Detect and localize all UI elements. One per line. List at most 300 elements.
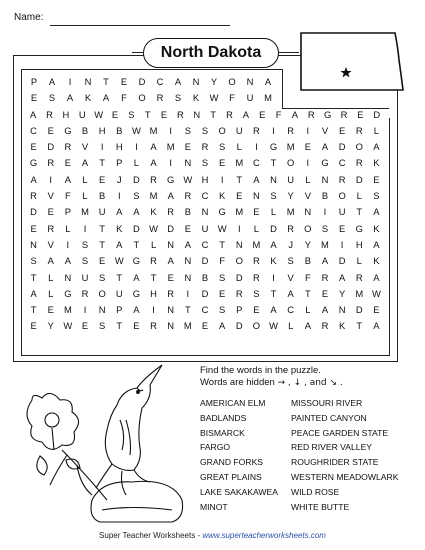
- grid-letter[interactable]: V: [321, 124, 329, 136]
- grid-letter[interactable]: A: [81, 157, 89, 169]
- grid-letter[interactable]: G: [167, 173, 175, 185]
- grid-letter[interactable]: O: [235, 255, 243, 267]
- grid-letter[interactable]: M: [81, 206, 89, 218]
- grid-letter[interactable]: K: [373, 157, 380, 169]
- grid-letter[interactable]: L: [65, 222, 71, 234]
- grid-letter[interactable]: A: [102, 92, 110, 104]
- grid-letter[interactable]: E: [47, 304, 54, 316]
- grid-letter[interactable]: I: [255, 141, 258, 153]
- grid-letter[interactable]: R: [150, 255, 157, 267]
- grid-letter[interactable]: A: [373, 238, 380, 250]
- grid-letter[interactable]: R: [167, 206, 175, 218]
- grid-letter[interactable]: T: [116, 271, 123, 283]
- grid-letter[interactable]: E: [338, 124, 346, 136]
- grid-letter[interactable]: S: [218, 141, 226, 153]
- grid-letter[interactable]: R: [226, 108, 233, 120]
- grid-letter[interactable]: G: [269, 141, 278, 153]
- grid-letter[interactable]: S: [201, 124, 209, 136]
- grid-letter[interactable]: I: [83, 304, 87, 316]
- grid-letter[interactable]: V: [304, 190, 311, 202]
- grid-letter[interactable]: B: [81, 124, 89, 136]
- grid-letter[interactable]: D: [355, 304, 363, 316]
- grid-letter[interactable]: D: [235, 271, 243, 283]
- grid-letter[interactable]: M: [183, 320, 192, 332]
- grid-letter[interactable]: N: [246, 76, 254, 87]
- grid-letter[interactable]: A: [30, 287, 37, 299]
- grid-letter[interactable]: P: [64, 206, 71, 218]
- grid-letter[interactable]: Y: [210, 76, 218, 87]
- grid-letter[interactable]: C: [201, 190, 209, 202]
- grid-letter[interactable]: R: [64, 141, 72, 153]
- grid-letter[interactable]: R: [156, 92, 164, 104]
- grid-letter[interactable]: D: [355, 173, 363, 185]
- grid-letter[interactable]: T: [30, 271, 37, 283]
- grid-letter[interactable]: D: [270, 222, 277, 234]
- grid-letter[interactable]: S: [81, 238, 89, 250]
- grid-letter[interactable]: V: [81, 141, 89, 153]
- grid-letter[interactable]: A: [373, 141, 380, 153]
- grid-letter[interactable]: G: [321, 157, 329, 169]
- grid-letter[interactable]: I: [117, 190, 121, 202]
- grid-letter[interactable]: A: [64, 255, 71, 267]
- grid-letter[interactable]: S: [48, 92, 56, 104]
- grid-letter[interactable]: P: [116, 157, 123, 169]
- grid-letter[interactable]: A: [287, 287, 294, 299]
- grid-letter[interactable]: T: [30, 304, 37, 316]
- grid-letter[interactable]: I: [66, 238, 70, 250]
- grid-letter[interactable]: M: [149, 124, 158, 136]
- grid-letter[interactable]: J: [116, 173, 122, 185]
- grid-letter[interactable]: E: [201, 320, 209, 332]
- grid-letter[interactable]: W: [371, 287, 381, 299]
- grid-letter[interactable]: W: [94, 108, 104, 120]
- grid-letter[interactable]: C: [201, 238, 209, 250]
- grid-letter[interactable]: E: [133, 320, 140, 332]
- grid-letter[interactable]: A: [304, 320, 311, 332]
- grid-letter[interactable]: T: [150, 271, 157, 283]
- grid-letter[interactable]: K: [192, 92, 200, 104]
- grid-letter[interactable]: L: [82, 190, 88, 202]
- grid-letter[interactable]: N: [30, 238, 37, 250]
- grid-letter[interactable]: U: [235, 124, 243, 136]
- grid-letter[interactable]: L: [305, 304, 311, 316]
- footer-url[interactable]: www.superteacherworksheets.com: [202, 531, 326, 540]
- grid-letter[interactable]: N: [321, 173, 329, 185]
- grid-letter[interactable]: I: [323, 206, 327, 218]
- grid-letter[interactable]: Y: [287, 190, 294, 202]
- grid-letter[interactable]: A: [167, 255, 174, 267]
- grid-letter[interactable]: O: [287, 157, 295, 169]
- grid-letter[interactable]: M: [264, 92, 272, 104]
- grid-letter[interactable]: A: [373, 320, 380, 332]
- grid-letter[interactable]: U: [78, 108, 86, 120]
- grid-letter[interactable]: M: [235, 206, 244, 218]
- grid-letter[interactable]: T: [133, 238, 140, 250]
- grid-letter[interactable]: S: [253, 287, 260, 299]
- grid-letter[interactable]: D: [133, 173, 140, 185]
- grid-letter[interactable]: S: [184, 124, 191, 136]
- grid-letter[interactable]: R: [355, 157, 363, 169]
- grid-letter[interactable]: O: [228, 76, 236, 87]
- grid-letter[interactable]: T: [356, 320, 363, 332]
- grid-letter[interactable]: Y: [47, 320, 54, 332]
- grid-letter[interactable]: E: [167, 271, 174, 283]
- grid-letter[interactable]: L: [133, 157, 140, 169]
- grid-letter[interactable]: M: [286, 141, 295, 153]
- grid-letter[interactable]: F: [64, 190, 71, 202]
- grid-letter[interactable]: N: [235, 238, 243, 250]
- grid-letter[interactable]: E: [30, 141, 37, 153]
- grid-letter[interactable]: T: [184, 304, 191, 316]
- grid-letter[interactable]: E: [111, 108, 119, 120]
- grid-letter[interactable]: K: [150, 206, 157, 218]
- grid-letter[interactable]: S: [201, 157, 209, 169]
- grid-letter[interactable]: M: [252, 238, 261, 250]
- grid-letter[interactable]: H: [115, 141, 123, 153]
- grid-letter[interactable]: I: [272, 124, 275, 136]
- grid-letter[interactable]: R: [321, 271, 329, 283]
- grid-letter[interactable]: S: [174, 92, 182, 104]
- grid-letter[interactable]: R: [46, 108, 53, 120]
- grid-letter[interactable]: R: [307, 108, 315, 120]
- grid-letter[interactable]: L: [48, 287, 54, 299]
- grid-letter[interactable]: R: [253, 271, 260, 283]
- grid-letter[interactable]: B: [321, 190, 329, 202]
- grid-letter[interactable]: E: [218, 157, 226, 169]
- grid-letter[interactable]: O: [98, 287, 106, 299]
- grid-letter[interactable]: N: [201, 206, 209, 218]
- grid-letter[interactable]: V: [47, 238, 54, 250]
- grid-letter[interactable]: A: [116, 206, 123, 218]
- grid-letter[interactable]: T: [103, 76, 109, 87]
- grid-letter[interactable]: D: [133, 222, 140, 234]
- grid-letter[interactable]: O: [304, 222, 312, 234]
- grid-letter[interactable]: E: [30, 320, 37, 332]
- grid-letter[interactable]: F: [229, 92, 235, 104]
- grid-letter[interactable]: A: [184, 238, 191, 250]
- grid-letter[interactable]: C: [156, 76, 164, 87]
- grid-letter[interactable]: C: [201, 304, 209, 316]
- grid-letter[interactable]: M: [235, 157, 244, 169]
- grid-letter[interactable]: T: [99, 222, 105, 234]
- grid-letter[interactable]: S: [133, 190, 140, 202]
- grid-letter[interactable]: W: [149, 222, 158, 234]
- grid-letter[interactable]: G: [64, 287, 72, 299]
- grid-letter[interactable]: W: [217, 222, 227, 234]
- grid-letter[interactable]: D: [338, 141, 346, 153]
- grid-letter[interactable]: S: [373, 190, 380, 202]
- grid-letter[interactable]: A: [167, 190, 174, 202]
- grid-letter[interactable]: W: [63, 320, 73, 332]
- grid-letter[interactable]: D: [201, 255, 209, 267]
- grid-letter[interactable]: A: [338, 271, 346, 283]
- grid-letter[interactable]: A: [270, 238, 277, 250]
- grid-letter[interactable]: E: [321, 287, 329, 299]
- grid-letter[interactable]: E: [47, 124, 54, 136]
- grid-letter[interactable]: U: [98, 206, 106, 218]
- grid-letter[interactable]: L: [270, 206, 277, 218]
- grid-letter[interactable]: G: [64, 124, 72, 136]
- grid-letter[interactable]: T: [144, 108, 151, 120]
- grid-letter[interactable]: H: [98, 124, 106, 136]
- grid-letter[interactable]: A: [30, 108, 37, 120]
- grid-letter[interactable]: U: [201, 222, 209, 234]
- grid-letter[interactable]: N: [184, 271, 192, 283]
- grid-letter[interactable]: S: [270, 190, 277, 202]
- grid-letter[interactable]: S: [321, 222, 329, 234]
- grid-letter[interactable]: K: [373, 222, 380, 234]
- grid-letter[interactable]: R: [340, 108, 348, 120]
- grid-letter[interactable]: F: [275, 108, 282, 120]
- grid-letter[interactable]: L: [48, 271, 54, 283]
- grid-letter[interactable]: D: [47, 141, 55, 153]
- grid-letter[interactable]: R: [47, 157, 55, 169]
- grid-letter[interactable]: A: [47, 255, 54, 267]
- grid-letter[interactable]: R: [30, 190, 37, 202]
- grid-letter[interactable]: R: [177, 108, 184, 120]
- grid-letter[interactable]: N: [64, 271, 72, 283]
- grid-letter[interactable]: S: [81, 255, 89, 267]
- grid-letter[interactable]: T: [304, 287, 311, 299]
- grid-letter[interactable]: F: [304, 271, 311, 283]
- grid-letter[interactable]: B: [201, 271, 209, 283]
- grid-letter[interactable]: A: [30, 173, 37, 185]
- grid-letter[interactable]: S: [30, 255, 37, 267]
- grid-letter[interactable]: E: [30, 92, 38, 104]
- grid-letter[interactable]: U: [246, 92, 254, 104]
- grid-letter[interactable]: G: [355, 222, 363, 234]
- grid-letter[interactable]: A: [264, 76, 272, 87]
- grid-letter[interactable]: N: [184, 255, 192, 267]
- grid-letter[interactable]: G: [132, 287, 141, 299]
- grid-letter[interactable]: E: [99, 255, 106, 267]
- grid-letter[interactable]: O: [338, 190, 346, 202]
- grid-letter[interactable]: A: [291, 108, 299, 120]
- grid-letter[interactable]: N: [167, 304, 175, 316]
- grid-letter[interactable]: T: [236, 173, 243, 185]
- grid-letter[interactable]: G: [132, 255, 141, 267]
- grid-letter[interactable]: N: [193, 108, 201, 120]
- grid-letter[interactable]: A: [133, 206, 140, 218]
- grid-letter[interactable]: Y: [338, 287, 346, 299]
- grid-letter[interactable]: K: [218, 190, 226, 202]
- grid-letter[interactable]: E: [120, 76, 128, 87]
- grid-letter[interactable]: R: [253, 255, 260, 267]
- grid-letter[interactable]: N: [167, 320, 175, 332]
- grid-letter[interactable]: E: [373, 304, 380, 316]
- grid-letter[interactable]: N: [98, 304, 106, 316]
- grid-letter[interactable]: A: [218, 320, 226, 332]
- grid-letter[interactable]: B: [304, 255, 311, 267]
- grid-letter[interactable]: A: [150, 157, 157, 169]
- grid-letter[interactable]: R: [81, 287, 89, 299]
- grid-letter[interactable]: N: [167, 238, 175, 250]
- grid-letter[interactable]: R: [47, 222, 55, 234]
- grid-letter[interactable]: B: [116, 124, 123, 136]
- grid-letter[interactable]: T: [270, 287, 277, 299]
- grid-letter[interactable]: M: [321, 238, 329, 250]
- grid-letter[interactable]: A: [64, 173, 71, 185]
- grid-letter[interactable]: A: [321, 141, 329, 153]
- grid-letter[interactable]: R: [235, 287, 243, 299]
- grid-letter[interactable]: M: [355, 287, 364, 299]
- grid-letter[interactable]: E: [99, 173, 106, 185]
- grid-letter[interactable]: T: [270, 157, 277, 169]
- grid-letter[interactable]: E: [373, 173, 380, 185]
- grid-letter[interactable]: A: [373, 271, 380, 283]
- grid-letter[interactable]: S: [218, 304, 226, 316]
- grid-letter[interactable]: A: [270, 304, 277, 316]
- grid-letter[interactable]: I: [152, 304, 155, 316]
- grid-letter[interactable]: N: [192, 76, 200, 87]
- grid-letter[interactable]: O: [252, 320, 261, 332]
- grid-letter[interactable]: E: [357, 108, 364, 120]
- grid-letter[interactable]: U: [115, 287, 123, 299]
- grid-letter[interactable]: S: [287, 255, 294, 267]
- grid-letter[interactable]: R: [184, 190, 192, 202]
- grid-letter[interactable]: J: [288, 238, 294, 250]
- grid-letter[interactable]: R: [150, 320, 157, 332]
- grid-letter[interactable]: D: [235, 320, 243, 332]
- grid-letter[interactable]: H: [355, 238, 363, 250]
- grid-letter[interactable]: W: [209, 92, 219, 104]
- grid-letter[interactable]: L: [288, 320, 294, 332]
- grid-letter[interactable]: I: [49, 173, 53, 185]
- grid-letter[interactable]: I: [169, 124, 172, 136]
- grid-letter[interactable]: I: [100, 141, 104, 153]
- grid-letter[interactable]: K: [270, 255, 277, 267]
- grid-letter[interactable]: W: [269, 320, 278, 332]
- grid-letter[interactable]: K: [373, 255, 380, 267]
- grid-letter[interactable]: A: [321, 304, 329, 316]
- grid-letter[interactable]: L: [82, 173, 88, 185]
- grid-letter[interactable]: I: [306, 124, 310, 136]
- grid-letter[interactable]: K: [84, 92, 92, 104]
- grid-letter[interactable]: E: [184, 222, 191, 234]
- grid-letter[interactable]: D: [138, 76, 146, 87]
- grid-letter[interactable]: W: [131, 124, 141, 136]
- grid-letter[interactable]: F: [219, 255, 225, 267]
- grid-letter[interactable]: I: [272, 271, 275, 283]
- grid-letter[interactable]: U: [81, 271, 89, 283]
- grid-letter[interactable]: A: [174, 76, 182, 87]
- grid-letter[interactable]: E: [304, 141, 311, 153]
- grid-letter[interactable]: D: [167, 222, 175, 234]
- grid-letter[interactable]: O: [138, 92, 146, 104]
- grid-letter[interactable]: T: [219, 238, 225, 250]
- grid-letter[interactable]: I: [68, 76, 72, 87]
- grid-letter[interactable]: E: [253, 304, 260, 316]
- grid-letter[interactable]: N: [338, 304, 346, 316]
- grid-letter[interactable]: U: [287, 173, 295, 185]
- grid-letter[interactable]: P: [236, 304, 243, 316]
- grid-letter[interactable]: R: [253, 124, 260, 136]
- grid-letter[interactable]: R: [150, 173, 157, 185]
- grid-letter[interactable]: E: [253, 206, 260, 218]
- grid-letter[interactable]: A: [66, 92, 74, 104]
- grid-letter[interactable]: B: [99, 190, 106, 202]
- grid-letter[interactable]: C: [30, 124, 37, 136]
- grid-letter[interactable]: R: [167, 287, 175, 299]
- grid-letter[interactable]: L: [236, 141, 242, 153]
- grid-letter[interactable]: N: [304, 206, 312, 218]
- grid-letter[interactable]: T: [99, 157, 105, 169]
- grid-letter[interactable]: D: [338, 255, 346, 267]
- grid-letter[interactable]: E: [338, 222, 346, 234]
- grid-letter[interactable]: I: [169, 157, 172, 169]
- grid-letter[interactable]: I: [186, 287, 190, 299]
- grid-letter[interactable]: T: [210, 108, 216, 120]
- grid-letter[interactable]: I: [237, 222, 241, 234]
- grid-letter[interactable]: L: [356, 190, 362, 202]
- grid-letter[interactable]: D: [30, 206, 37, 218]
- grid-letter[interactable]: A: [133, 271, 140, 283]
- grid-letter[interactable]: W: [114, 255, 124, 267]
- grid-letter[interactable]: E: [218, 287, 226, 299]
- grid-letter[interactable]: G: [218, 206, 226, 218]
- grid-letter[interactable]: G: [29, 157, 38, 169]
- grid-letter[interactable]: I: [135, 141, 138, 153]
- grid-letter[interactable]: R: [338, 173, 346, 185]
- grid-letter[interactable]: E: [160, 108, 168, 120]
- grid-letter[interactable]: L: [356, 255, 362, 267]
- grid-letter[interactable]: D: [373, 108, 381, 120]
- grid-letter[interactable]: U: [338, 206, 346, 218]
- grid-letter[interactable]: M: [149, 190, 158, 202]
- grid-letter[interactable]: E: [30, 222, 37, 234]
- grid-letter[interactable]: E: [184, 141, 191, 153]
- name-line[interactable]: [50, 25, 230, 26]
- grid-letter[interactable]: E: [259, 108, 266, 120]
- grid-letter[interactable]: D: [201, 287, 209, 299]
- grid-letter[interactable]: A: [48, 76, 56, 87]
- grid-letter[interactable]: H: [201, 173, 209, 185]
- grid-letter[interactable]: A: [150, 141, 157, 153]
- grid-letter[interactable]: B: [184, 206, 191, 218]
- grid-letter[interactable]: A: [253, 173, 260, 185]
- grid-letter[interactable]: L: [373, 124, 379, 136]
- grid-letter[interactable]: K: [338, 320, 346, 332]
- grid-letter[interactable]: Y: [304, 238, 311, 250]
- grid-letter[interactable]: H: [62, 108, 70, 120]
- grid-letter[interactable]: V: [287, 271, 294, 283]
- grid-letter[interactable]: P: [30, 76, 38, 87]
- grid-letter[interactable]: F: [121, 92, 127, 104]
- grid-letter[interactable]: I: [340, 238, 344, 250]
- grid-letter[interactable]: E: [236, 190, 243, 202]
- grid-letter[interactable]: L: [305, 173, 311, 185]
- grid-letter[interactable]: C: [287, 304, 295, 316]
- grid-letter[interactable]: N: [253, 190, 260, 202]
- grid-letter[interactable]: C: [253, 157, 260, 169]
- grid-letter[interactable]: T: [116, 320, 123, 332]
- grid-letter[interactable]: T: [99, 238, 105, 250]
- grid-letter[interactable]: I: [306, 157, 310, 169]
- grid-letter[interactable]: R: [287, 222, 295, 234]
- grid-letter[interactable]: R: [287, 124, 295, 136]
- grid-letter[interactable]: N: [270, 173, 277, 185]
- grid-letter[interactable]: N: [184, 157, 192, 169]
- grid-letter[interactable]: R: [355, 271, 363, 283]
- grid-letter[interactable]: E: [47, 206, 54, 218]
- grid-letter[interactable]: A: [321, 255, 329, 267]
- grid-letter[interactable]: C: [338, 157, 346, 169]
- grid-letter[interactable]: T: [356, 206, 363, 218]
- grid-letter[interactable]: M: [166, 141, 175, 153]
- grid-letter[interactable]: K: [116, 222, 123, 234]
- grid-letter[interactable]: M: [286, 206, 295, 218]
- grid-letter[interactable]: P: [116, 304, 123, 316]
